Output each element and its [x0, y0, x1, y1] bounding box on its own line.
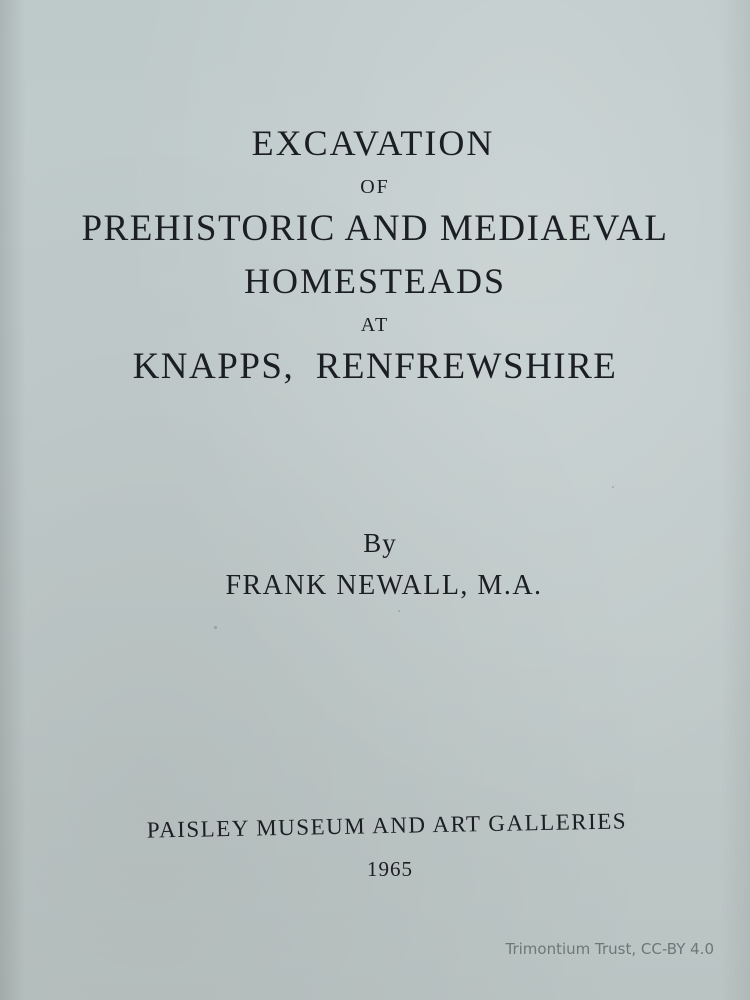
title-line-prehistoric-and-mediaeval: PREHISTORIC AND MEDIAEVAL: [81, 208, 669, 249]
paper-speck: [398, 610, 400, 612]
title-line-at: AT: [360, 314, 390, 336]
title-line-homesteads: HOMESTEADS: [243, 261, 506, 301]
author-name: FRANK NEWALL, M.A.: [225, 570, 543, 601]
publisher-name: PAISLEY MUSEUM AND ART GALLERIES: [146, 808, 628, 843]
byline-label: By: [363, 528, 397, 558]
title-line-excavation: EXCAVATION: [251, 123, 495, 163]
publication-year: 1965: [367, 857, 413, 881]
title-line-of: OF: [360, 176, 390, 198]
paper-speck: [612, 486, 614, 488]
image-credit: Trimontium Trust, CC-BY 4.0: [505, 940, 714, 958]
title-line-knapps-renfrewshire: KNAPPS, RENFREWSHIRE: [132, 346, 618, 387]
paper-speck: [214, 626, 217, 629]
